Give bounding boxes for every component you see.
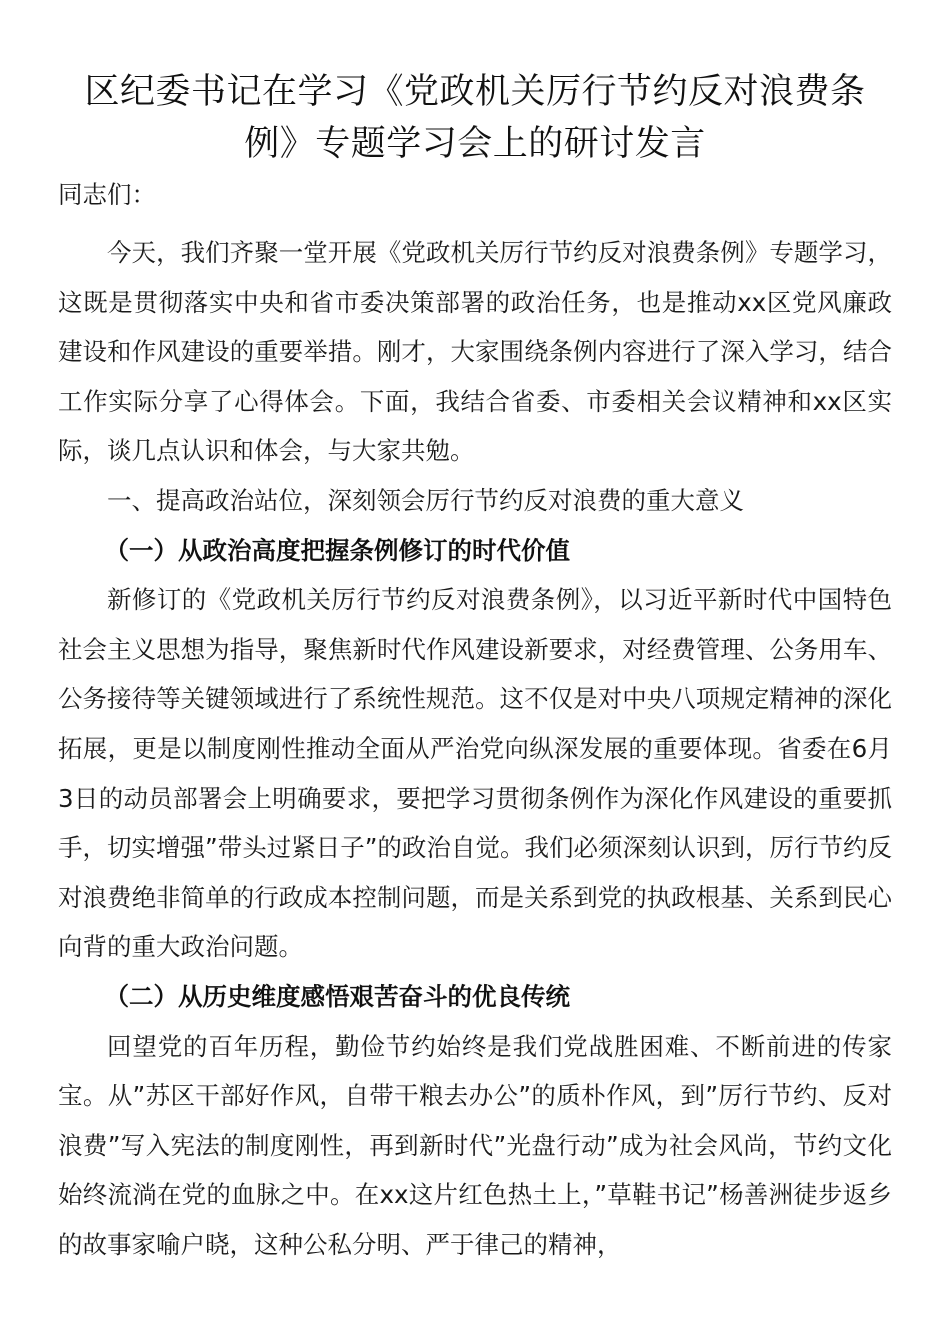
document-title: 区纪委书记在学习《党政机关厉行节约反对浪费条例》专题学习会上的研讨发言 [84,72,866,164]
greeting: 同志们： [58,180,156,209]
subsection-1-heading: （一）从政治高度把握条例修订的时代价值 [104,535,571,565]
subsection-2-body: 回望党的百年历程，勤俭节约始终是我们党战胜困难、不断前进的传家宝。从”苏区干部好作风，自带干粮去办公”的质朴作风，到”厉行节约、反对浪费”写入宪法的制度刚性，再到新时代”光盘行动”成为社会风尚，节约文化始终流淌在党的血脉之中。在xx这片红色热土上，”草鞋书记”杨善洲徒步返乡的故事家喻户晓，这种公私分明、严于律己的精神， [58,1031,892,1259]
subsection-2-heading: （二）从历史维度感悟艰苦奋斗的优良传统 [104,981,571,1011]
intro-paragraph: 今天，我们齐聚一堂开展《党政机关厉行节约反对浪费条例》专题学习，这既是贯彻落实中央和省市委决策部署的政治任务，也是推动xx区党风廉政建设和作风建设的重要举措。刚才，大家围绕条例内容进行了深入学习，结合工作实际分享了心得体会。下面，我结合省委、市委相关会议精神和xx区实际，谈几点认识和体会，与大家共勉。 [58,238,892,466]
section-1-heading: 一、提高政治站位，深刻领会厉行节约反对浪费的重大意义 [107,485,744,515]
subsection-1-body: 新修订的《党政机关厉行节约反对浪费条例》，以习近平新时代中国特色社会主义思想为指导，聚焦新时代作风建设新要求，对经费管理、公务用车、公务接待等关键领域进行了系统性规范。这不仅是对中央八项规定精神的深化拓展，更是以制度刚性推动全面从严治党向纵深发展的重要体现。省委在6月3日的动员部署会上明确要求，要把学习贯彻条例作为深化作风建设的重要抓手，切实增强”带头过紧日子”的政治自觉。我们必须深刻认识到，厉行节约反对浪费绝非简单的行政成本控制问题，而是关系到党的执政根基、关系到民心向背的重大政治问题。 [58,585,892,962]
